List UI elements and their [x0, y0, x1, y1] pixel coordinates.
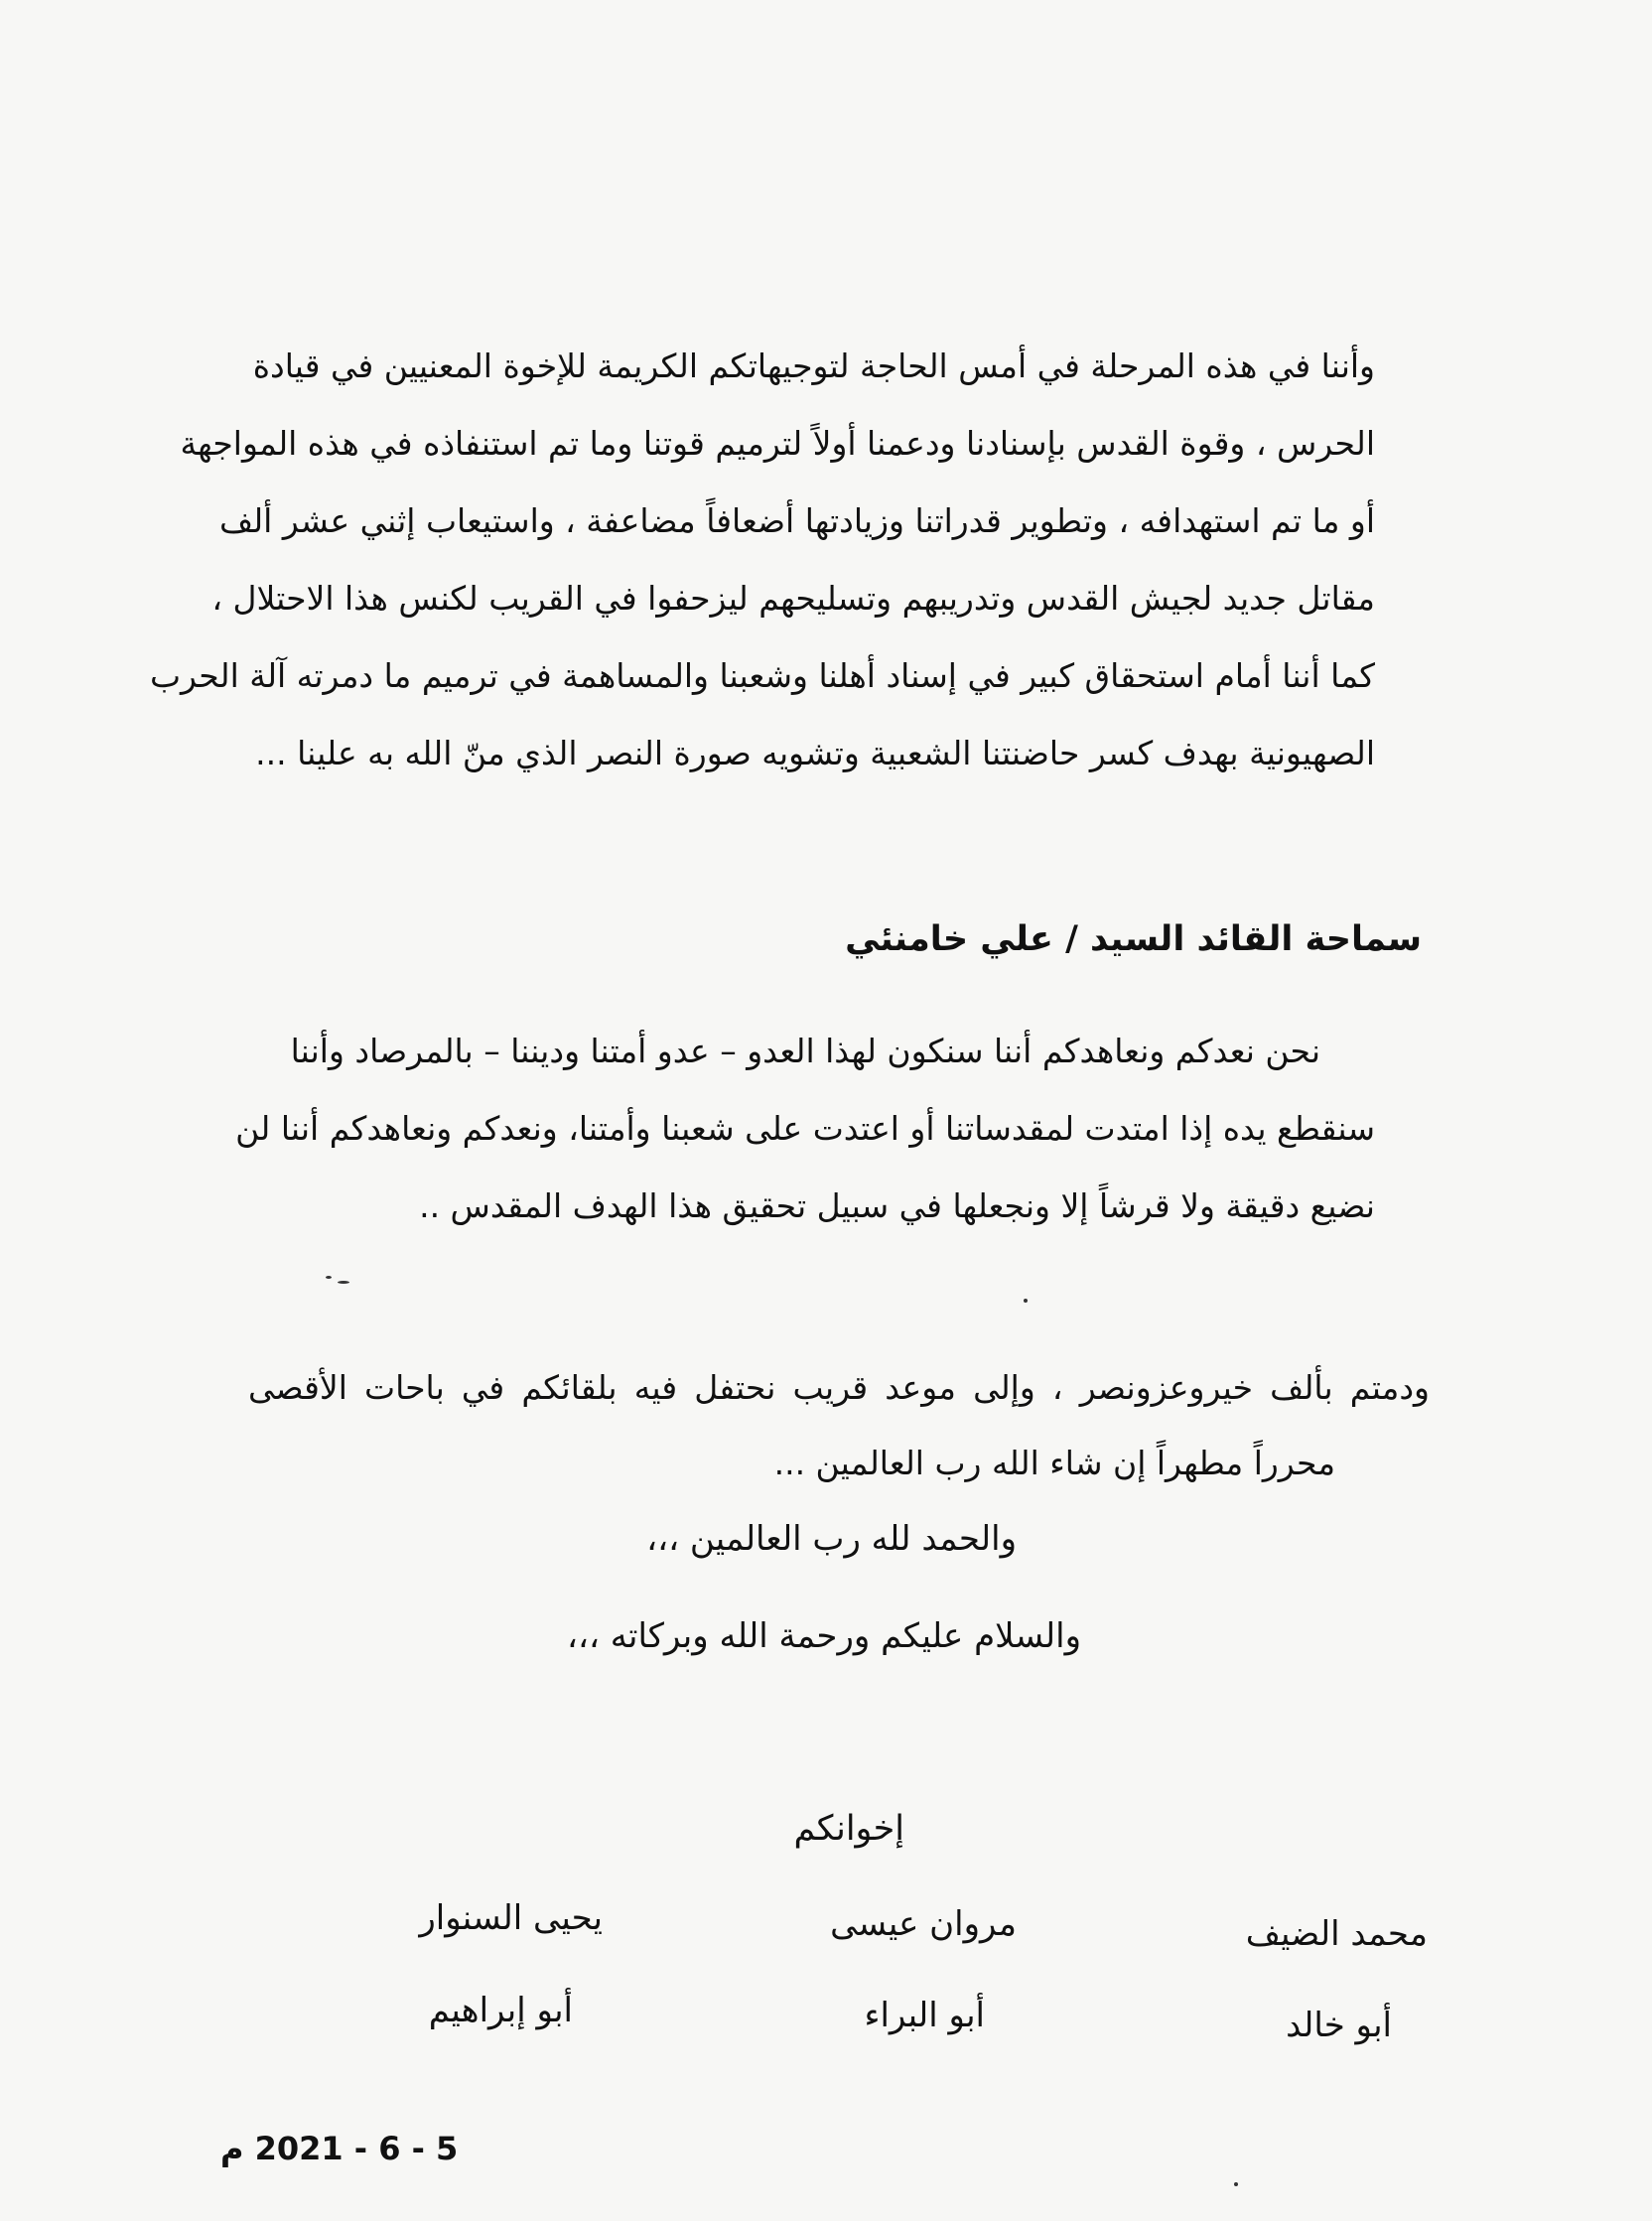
paragraph-line: نحن نعدكم ونعاهدكم أننا سنكون لهذا العدو – عدو أمتنا وديننا – بالمرصاد وأننا: [290, 1032, 1320, 1070]
paragraph-line: كما أننا أمام استحقاق كبير في إسناد أهلنا وشعبنا والمساهمة في ترميم ما دمرته آلة الحرب: [149, 656, 1375, 695]
paragraph-line: نضيع دقيقة ولا قرشاً إلا ونجعلها في سبيل تحقيق هذا الهدف المقدس ..: [419, 1186, 1375, 1225]
paragraph-support-request: [149, 328, 1375, 792]
brothers-label: إخوانكم: [793, 1809, 904, 1849]
paragraph-line: الصهيونية بهدف كسر حاضنتنا الشعبية وتشويه صورة النصر الذي منّ الله به علينا ...: [255, 734, 1375, 772]
signatory-name: مروان عيسى: [830, 1904, 1017, 1944]
paragraph-line: الحرس ، وقوة القدس بإسنادنا ودعمنا أولاً لترميم قوتنا وما تم استنفاذه في هذه المواجهة: [180, 424, 1375, 463]
paragraph-line: ودمتم بألف خيروعزونصر ، وإلى موعد قريب نحتفل فيه بلقائكم في باحات الأقصى: [248, 1368, 1430, 1407]
paragraph-pledge: [235, 1013, 1375, 1245]
paragraph-line: سنقطع يده إذا امتدت لمقدساتنا أو اعتدت على شعبنا وأمتنا، ونعدكم ونعاهدكم أننا لن: [235, 1109, 1375, 1148]
scan-speck: [326, 1276, 332, 1279]
scan-speck: [338, 1281, 349, 1284]
addressee-heading: سماحة القائد السيد / علي خامنئي: [845, 919, 1422, 959]
signatory-name: يحيى السنوار: [419, 1898, 603, 1938]
signatory-kunya: أبو البراء: [864, 1996, 985, 2035]
closing-praise: والحمد لله رب العالمين ،،،: [646, 1519, 1017, 1559]
signatory-kunya: أبو إبراهيم: [428, 1991, 573, 2030]
paragraph-line: وأننا في هذه المرحلة في أمس الحاجة لتوجيهاتكم الكريمة للإخوة المعنيين في قيادة: [252, 347, 1375, 385]
scan-speck: [1234, 2182, 1238, 2186]
paragraph-farewell: [248, 1350, 1430, 1501]
scan-speck: [1024, 1299, 1028, 1303]
paragraph-line: محرراً مطهراً إن شاء الله رب العالمين ...: [773, 1444, 1335, 1482]
signatory-kunya: أبو خالد: [1286, 2006, 1392, 2045]
paragraph-line: أو ما تم استهدافه ، وتطوير قدراتنا وزيادتها أضعافاً مضاعفة ، واستيعاب إثني عشر ألف: [218, 501, 1375, 540]
signatory-name: محمد الضيف: [1245, 1914, 1428, 1954]
letter-date: 5 - 6 - 2021 م: [220, 2130, 459, 2167]
paragraph-line: مقاتل جديد لجيش القدس وتدريبهم وتسليحهم ليزحفوا في القريب لكنس هذا الاحتلال ،: [211, 579, 1375, 618]
closing-greeting: والسلام عليكم ورحمة الله وبركاته ،،،: [567, 1616, 1081, 1656]
